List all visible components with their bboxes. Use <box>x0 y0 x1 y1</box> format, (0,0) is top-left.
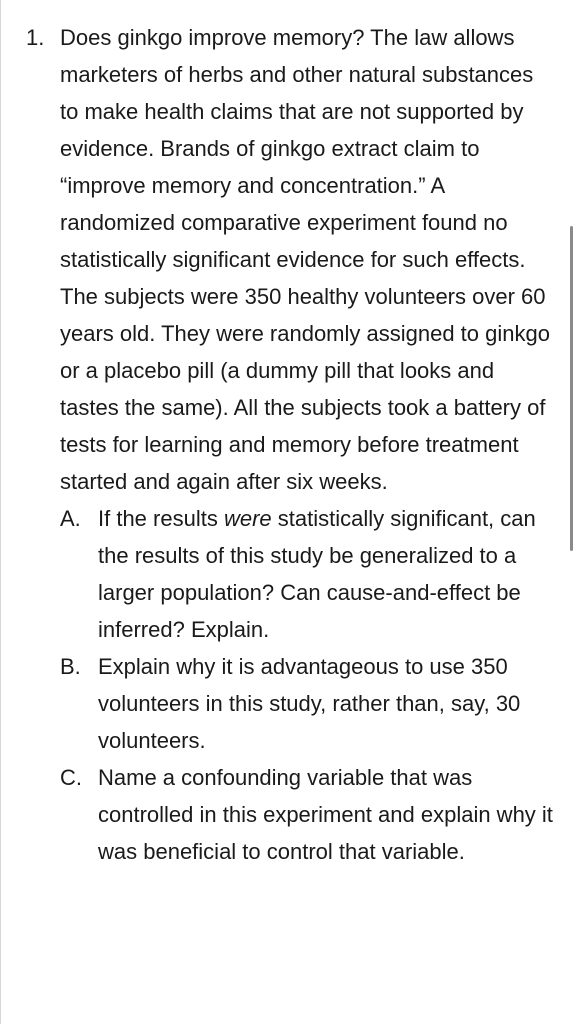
subpart-b <box>60 648 560 759</box>
question-number: 1. <box>26 25 45 50</box>
subpart-list <box>0 500 579 870</box>
subpart-letter: A. <box>60 506 81 531</box>
subpart-a <box>60 500 560 648</box>
subpart-text: Name a confounding variable that was controlled in this experiment and explain why it was beneficial to control that variable. <box>98 765 553 864</box>
question-1 <box>0 19 579 870</box>
subpart-letter: C. <box>60 765 82 790</box>
subpart-text-end: statistically significant, can the results of this study be generalized to a larger population? Can cause-and-effect be inferred? Explain. <box>98 506 536 642</box>
question-text: Does ginkgo improve memory? The law allows marketers of herbs and other natural substances to make health claims that are not supported by evidence. Brands of ginkgo extract claim to “improve memory and concentration.” A randomized comparative experiment found no statistically significant evidence for such effects. The subjects were 350 healthy volunteers over 60 years old. They were randomly assigned to ginkgo or a placebo pill (a dummy pill that looks and tastes the same). All the subjects took a battery of tests for learning and memory before treatment started and again after six weeks. <box>60 25 550 494</box>
subpart-letter: B. <box>60 654 81 679</box>
subpart-emphasis: were <box>223 506 272 531</box>
subpart-text-start: If the results <box>98 506 224 531</box>
subpart-text: Explain why it is advantageous to use 350 volunteers in this study, rather than, say, 30 volunteers. <box>98 654 521 753</box>
subpart-c <box>60 759 560 870</box>
